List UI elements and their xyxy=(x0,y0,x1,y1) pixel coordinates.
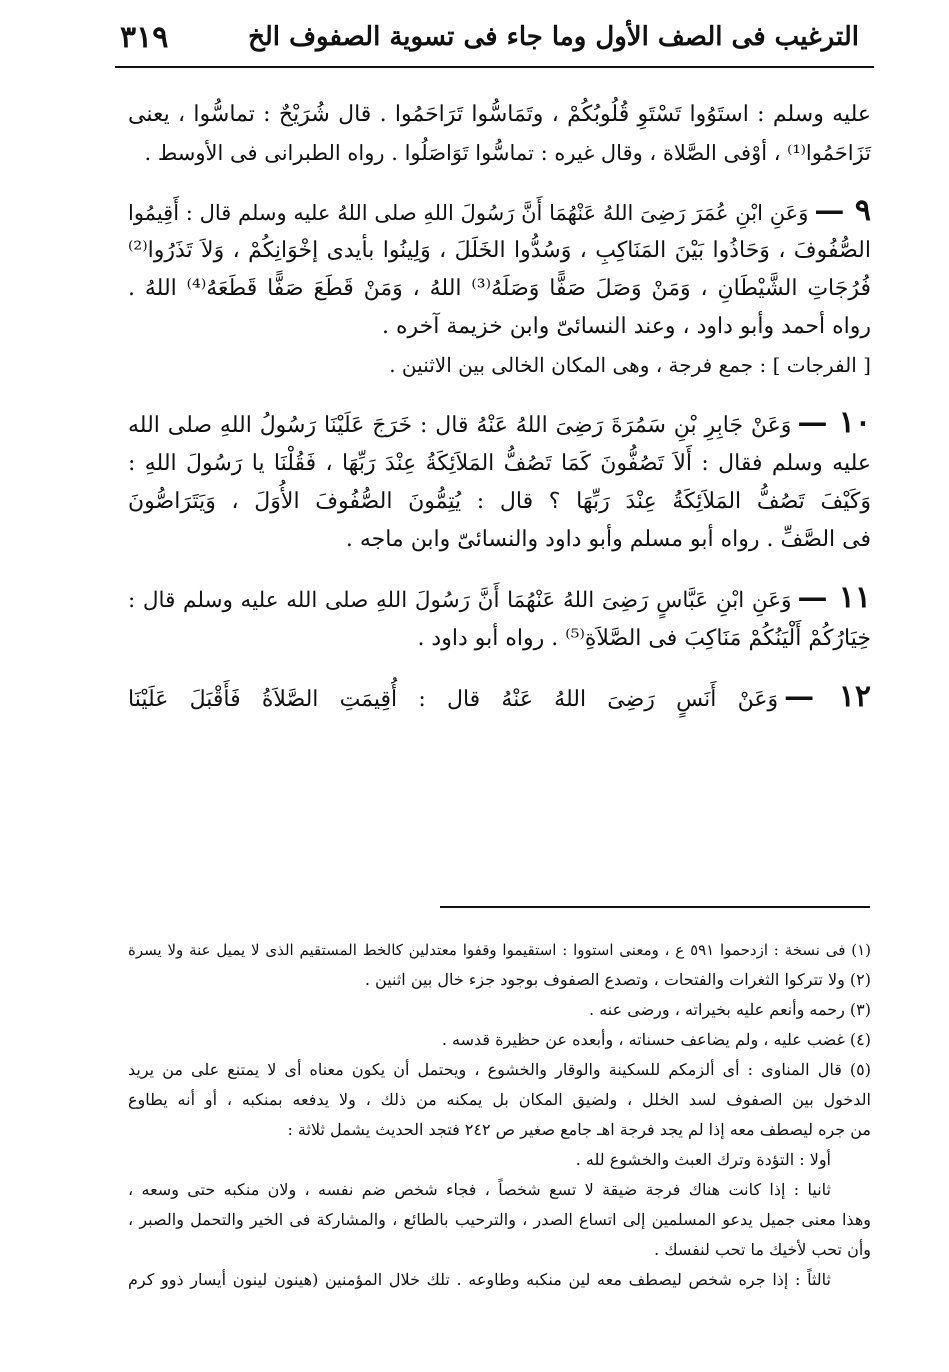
footnote-line: وهذا معنى جميل يدعو المسلمين إلى اتساع الصدر ، والترحيب بالطائع ، والمشاركة فى الخير والتحمل والصبر ، xyxy=(128,1210,871,1229)
hadith-number: ٩ — xyxy=(814,193,871,228)
page-number: ٣١٩ xyxy=(120,19,169,55)
main-text xyxy=(128,96,871,739)
text-line: فُرُجَاتِ الشَّيْطَانِ ، وَمَنْ وَصَلَ صَفًّا وَصَلَهُ⁽³⁾ اللهُ ، وَمَنْ قَطَعَ صَفًّا قَطَعَهُ⁽⁴⁾ اللهُ . xyxy=(128,276,871,301)
footnote-line: الدخول بين الصفوف لسد الخلل ، ولضيق المكان بل يمكنه من ذلك ، ولا يدفعه بمنكبه ، أو أنه يطاوع xyxy=(128,1090,871,1109)
footnote-rule xyxy=(440,906,870,908)
text-line: وَعَنْ جَابِرِ بْنِ سَمُرَةَ رَضِىَ اللهُ عَنْهُ قال : خَرَجَ عَلَيْنَا رَسُولُ اللهِ صلى الله xyxy=(128,413,792,438)
header-rule xyxy=(115,66,874,68)
page-header xyxy=(120,14,859,60)
footnote-1: (١) فى نسخة : ازدحموا ٥٩١ ع ، ومعنى استووا : استقيموا وقفوا معتدلين كالخط المستقيم الذى لا يميل عنة ولا يسرة xyxy=(128,941,872,959)
text-line: وَكَيْفَ تَصُفُّ المَلاَئِكَةُ عِنْدَ رَبِّهَا ؟ قال : يُتِمُّونَ الصُّفُوفَ الأُوَلَ ، وَيَتَرَاصُّونَ xyxy=(128,489,871,514)
intro-paragraph xyxy=(128,96,871,172)
text-line: عليه وسلم : استَوُوا تَسْتَوِ قُلُوبُكُمْ ، وتَمَاسُّوا تَرَاحَمُوا . قال شُرَيْحٌ : تماسُّوا ، يعنى xyxy=(128,102,871,127)
hadith-11 xyxy=(128,579,871,658)
text-line: تَزَاحَمُوا⁽¹⁾ ، أوْفى الصَّلاة ، وقال غيره : تماسُّوا تَوَاصَلُوا . رواه الطبرانى فى الأوسط . xyxy=(144,141,871,165)
text-line: وَعَنِ ابْنِ عُمَرَ رَضِىَ اللهُ عَنْهُمَا أَنَّ رَسُولَ اللهِ صلى اللهُ عليه وسلم قال : أَقِيمُوا xyxy=(128,201,809,225)
hadith-12 xyxy=(128,678,871,719)
text-line: خِيَارُكُمْ أَلْيَنُكُمْ مَنَاكِبَ فى الصَّلاَةِ⁽⁵⁾ . رواه أبو داود . xyxy=(417,626,871,651)
footnote-2: (٢) ولا تتركوا الثغرات والفتحات ، وتصدع الصفوف بوجود جزء خال بين اثنين . xyxy=(364,970,871,989)
hadith-number: ١٢ — xyxy=(784,679,871,714)
text-line: عليه وسلم فقال : أَلاَ تَصُفُّونَ كَمَا تَصُفُّ المَلاَئِكَةُ عِنْدَ رَبِّهَا ، فَقُلْنَا يا رَسُولَ اللهِ : xyxy=(128,451,871,476)
gloss-note: [ الفرجات ] : جمع فرجة ، وهى المكان الخالى بين الاثنين . xyxy=(389,353,871,377)
text-line: وَعَنِ ابْنِ عَبَّاسٍ رَضِىَ اللهُ عَنْهُمَا أَنَّ رَسُولَ اللهِ صلى الله عليه وسلم قال : xyxy=(128,588,792,613)
footnote-5: (٥) قال المناوى : أى ألزمكم للسكينة والوقار والخشوع ، ويحتمل أن يكون معناه أى لا يمتنع على من يريد xyxy=(128,1060,872,1079)
text-line: وَعَنْ أَنَسٍ رَضِىَ اللهُ عَنْهُ قال : أُقِيمَتِ الصَّلاَةُ فَأَقْبَلَ عَلَيْنَا xyxy=(128,687,779,712)
footnote-3: (٣) رحمه وأنعم عليه بخيراته ، ورضى عنه . xyxy=(589,1000,871,1019)
footnote-line: ثانيا : إذا كانت هناك فرجة ضيقة لا تسع شخصاً ، فجاء شخص ضم نفسه ، ولان منكبه حتى وسعه ، xyxy=(128,1180,831,1199)
text-line: رواه أحمد وأبو داود ، وعند النسائىّ وابن خزيمة آخره . xyxy=(382,314,871,339)
footnote-line: أولا : التؤدة وترك العبث والخشوع لله . xyxy=(575,1150,831,1169)
text-line: الصُّفُوفَ ، وَحَاذُوا بَيْنَ المَنَاكِبِ ، وَسُدُّوا الخَلَلَ ، وَلِينُوا بأيدى إخْوَانِكُمْ ، وَلاَ تَذَرُوا⁽²⁾ xyxy=(128,238,871,263)
hadith-9 xyxy=(128,192,871,384)
footnote-line: من جره ليصطف معه إذا لم يجد فرجة اهـ جامع صغير ص ٢٤٢ فتجد الحديث يشمل ثلاثة : xyxy=(287,1120,871,1139)
footnote-line: وأن تحب لأخيك ما تحب لنفسك . xyxy=(654,1240,871,1259)
hadith-10 xyxy=(128,404,871,559)
footnote-line: ثالثاً : إذا جره شخص ليصطف معه لين منكبه وطاوعه . تلك خلال المؤمنين (هينون لينون أيسار ذوو كرم xyxy=(128,1270,831,1289)
hadith-number: ١٠ — xyxy=(797,405,871,440)
hadith-number: ١١ — xyxy=(797,580,871,615)
text-line: فى الصَّفِّ . رواه أبو مسلم وأبو داود والنسائىّ وابن ماجه . xyxy=(345,527,871,552)
running-title: الترغيب فى الصف الأول وما جاء فى تسوية الصفوف الخ xyxy=(248,22,859,52)
footnote-4: (٤) غضب عليه ، ولم يضاعف حسناته ، وأبعده عن حظيرة قدسه . xyxy=(441,1030,871,1049)
footnotes xyxy=(128,935,871,1295)
